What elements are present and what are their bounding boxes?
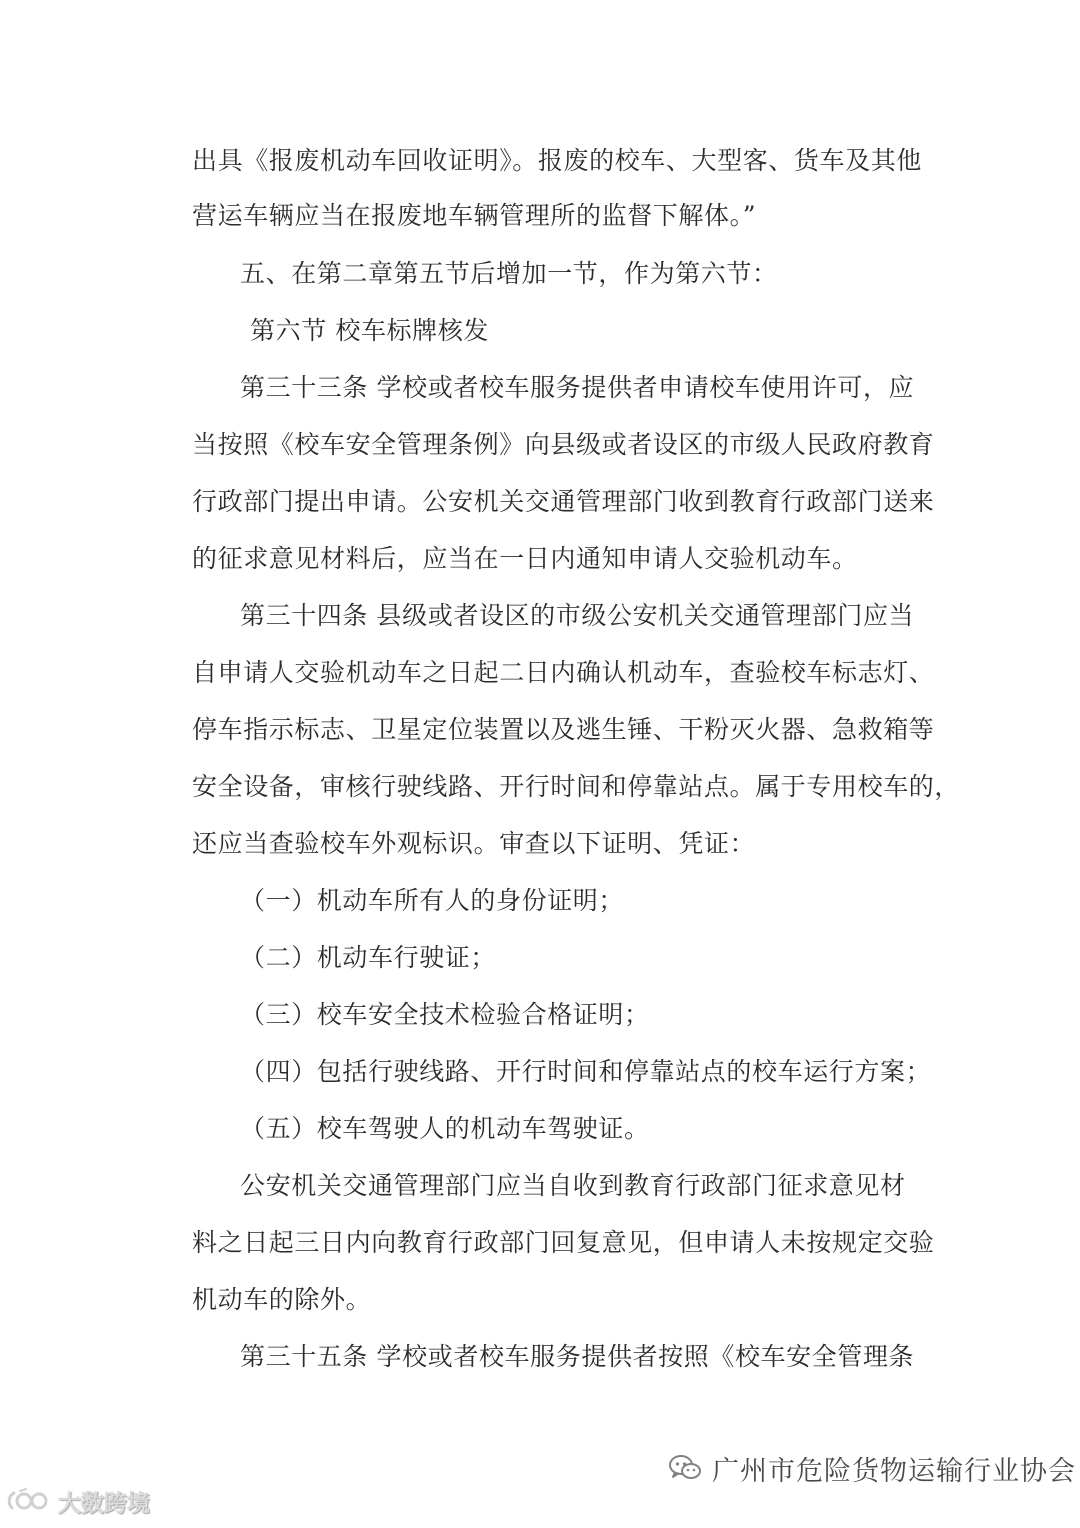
text-line: 行政部门提出申请。公安机关交通管理部门收到教育行政部门送来: [192, 487, 935, 516]
text-line: 第三十四条 县级或者设区的市级公安机关交通管理部门应当: [240, 601, 915, 630]
text-line: 第三十五条 学校或者校车服务提供者按照《校车安全管理条: [240, 1342, 915, 1371]
wechat-icon: [668, 1453, 702, 1483]
text-line: 机动车的除外。: [192, 1285, 372, 1314]
list-item: （一）机动车所有人的身份证明；: [240, 886, 625, 915]
watermark-text: 广州市危险货物运输行业协会: [712, 1455, 1076, 1487]
text-line: 还应当查验校车外观标识。审查以下证明、凭证：: [192, 829, 756, 858]
text-line: 停车指示标志、卫星定位装置以及逃生锤、干粉灭火器、急救箱等: [192, 715, 935, 744]
list-item: （二）机动车行驶证；: [240, 943, 497, 972]
section-heading: 第六节 校车标牌核发: [250, 316, 489, 345]
brand-watermark-text: 大数跨境: [58, 1490, 150, 1517]
text-line: 当按照《校车安全管理条例》向县级或者设区的市级人民政府教育: [192, 430, 935, 459]
text-line: 出具《报废机动车回收证明》。报废的校车、大型客、货车及其他: [192, 146, 922, 175]
brand-logo-icon: [6, 1486, 52, 1516]
text-line: 营运车辆应当在报废地车辆管理所的监督下解体。”: [192, 201, 757, 230]
text-line: 公安机关交通管理部门应当自收到教育行政部门征求意见材: [240, 1171, 906, 1200]
text-line: 自申请人交验机动车之日起二日内确认机动车，查验校车标志灯、: [192, 658, 935, 687]
text-line: 五、在第二章第五节后增加一节，作为第六节：: [240, 259, 778, 288]
text-line: 第三十三条 学校或者校车服务提供者申请校车使用许可，应: [240, 373, 915, 402]
list-item: （五）校车驾驶人的机动车驾驶证。: [240, 1114, 650, 1143]
list-item: （三）校车安全技术检验合格证明；: [240, 1000, 650, 1029]
wechat-watermark: [668, 1448, 1076, 1488]
text-line: 料之日起三日内向教育行政部门回复意见，但申请人未按规定交验: [192, 1228, 935, 1257]
text-line: 的征求意见材料后，应当在一日内通知申请人交验机动车。: [192, 544, 858, 573]
text-line: 安全设备，审核行驶线路、开行时间和停靠站点。属于专用校车的，: [192, 772, 961, 801]
brand-watermark: [6, 1483, 150, 1519]
list-item: （四）包括行驶线路、开行时间和停靠站点的校车运行方案；: [240, 1057, 932, 1086]
